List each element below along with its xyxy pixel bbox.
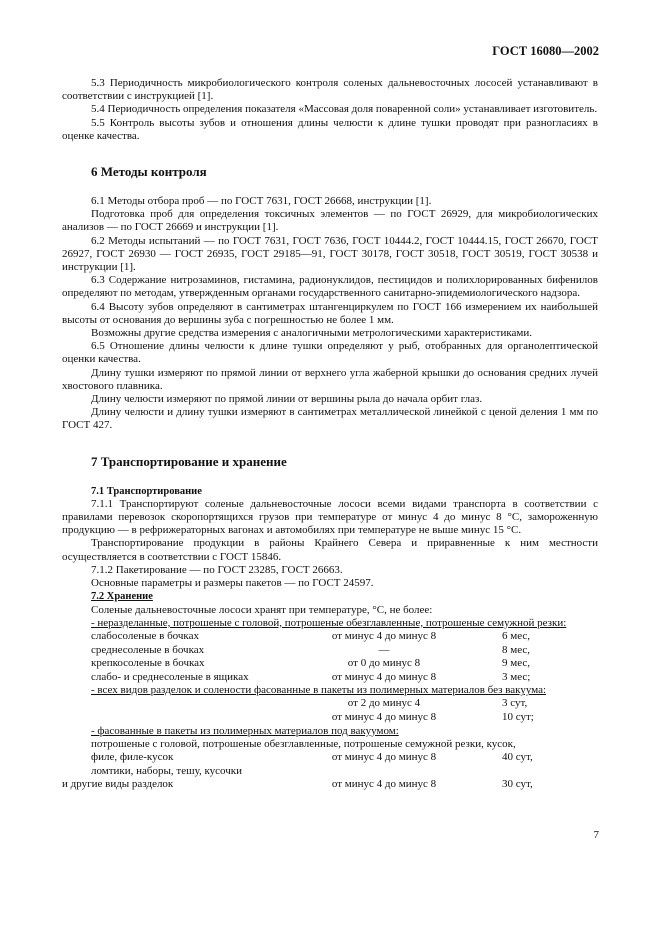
paragraph-7-1-1-b: Транспортирование продукции в районы Крайнего Севера и приравненные к ним местности осуществляется в соответствии с ГОСТ 15846. xyxy=(62,537,598,563)
paragraph-5-4: 5.4 Периодичность определения показателя «Массовая доля поваренной соли» устанавливает изготовитель. xyxy=(91,103,598,116)
paragraph-5-3: 5.3 Периодичность микробиологического контроля соленых дальневосточных лососей устанавливают в соответствии с инструкцией [1]. xyxy=(62,77,598,103)
storage-row-temp: от минус 4 до минус 8 xyxy=(331,751,437,764)
paragraph-6-1-b: Подготовка проб для определения токсичных элементов — по ГОСТ 26929, для микробиологических анализов — по ГОСТ 26669 и инструкции [1]. xyxy=(62,208,598,234)
paragraph-6-1: 6.1 Методы отбора проб — по ГОСТ 7631, ГОСТ 26668, инструкции [1]. xyxy=(91,195,432,208)
paragraph-6-5: 6.5 Отношение длины челюсти к длине тушки определяют у рыб, отобранных для органолептической оценки качества. xyxy=(62,340,598,366)
storage-group-3-table xyxy=(62,751,598,792)
storage-row-term: 8 мес, xyxy=(502,643,530,656)
storage-row xyxy=(62,778,598,792)
storage-row-term: 10 сут; xyxy=(502,711,534,724)
storage-row-temp: от минус 4 до минус 8 xyxy=(331,711,437,724)
storage-group-3-heading: - фасованные в пакеты из полимерных материалов под вакуумом: xyxy=(91,724,399,737)
storage-row-temp: от 2 до минус 4 xyxy=(347,697,421,710)
storage-intro: Соленые дальневосточные лососи хранят при температуре, °С, не более: xyxy=(91,603,433,616)
storage-group-2-table xyxy=(62,697,598,724)
paragraph-6-5-c: Длину челюсти измеряют по прямой линии от вершины рыла до начала орбит глаз. xyxy=(91,393,483,406)
paragraph-6-5-d: Длину челюсти и длину тушки измеряют в сантиметрах металлической линейкой с ценой деления 1 мм по ГОСТ 427. xyxy=(62,406,598,432)
storage-row-temp: — xyxy=(378,643,390,656)
paragraph-7-1-2-b: Основные параметры и размеры пакетов — по ГОСТ 24597. xyxy=(91,577,374,590)
paragraph-6-3: 6.3 Содержание нитрозаминов, гистамина, радионуклидов, пестицидов и полихлорированных бифенилов определяют по методам, утвержденным органами государственного санитарно-эпидемиологического надзора. xyxy=(62,274,598,300)
storage-row xyxy=(62,644,598,658)
storage-row xyxy=(62,671,598,685)
storage-row-term: 3 мес; xyxy=(502,670,531,683)
storage-row xyxy=(62,765,598,779)
subsection-7-2-title: 7.2 Хранение xyxy=(91,591,153,603)
storage-row-temp: от минус 4 до минус 8 xyxy=(331,778,437,791)
storage-row-temp: от минус 4 до минус 8 xyxy=(331,670,437,683)
section-7-title: 7 Транспортирование и хранение xyxy=(91,453,287,469)
storage-row-name: филе, филе-кусок xyxy=(91,751,174,764)
storage-row-term: 30 сут, xyxy=(502,778,533,791)
storage-row xyxy=(62,751,598,765)
storage-group-3-line: потрошеные с головой, потрошеные обезглавленные, потрошеные семужной резки, кусок, xyxy=(91,737,516,750)
storage-group-1-heading: - неразделанные, потрошеные с головой, потрошеные обезглавленные, потрошеные семужной резки: xyxy=(91,616,567,629)
storage-row-temp: от минус 4 до минус 8 xyxy=(331,629,437,642)
paragraph-7-1-1: 7.1.1 Транспортируют соленые дальневосточные лососи всеми видами транспорта в соответствии с правилами перевозок скоропортящихся грузов при температуре от минус 4 до минус 8 °С, замороженную продукцию — в рефрижераторных вагонах и автомобилях при температуре не выше минус 15 °С. xyxy=(62,497,598,537)
storage-row-name: и другие виды разделок xyxy=(62,778,174,791)
storage-row xyxy=(62,697,598,711)
storage-row-name: ломтики, наборы, тешу, кусочки xyxy=(91,764,243,777)
storage-row xyxy=(62,630,598,644)
storage-row-term: 6 мес, xyxy=(502,629,530,642)
storage-row-name: слабо- и среднесоленые в ящиках xyxy=(91,670,249,683)
paragraph-5-5: 5.5 Контроль высоты зубов и отношения длины челюсти к длине тушки проводят при разногласиях в оценке качества. xyxy=(62,116,598,142)
paragraph-7-1-2: 7.1.2 Пакетирование — по ГОСТ 23285, ГОСТ 26663. xyxy=(91,563,343,576)
paragraph-6-4-b: Возможны другие средства измерения с аналогичными метрологическими характеристиками. xyxy=(91,327,533,340)
paragraph-6-2: 6.2 Методы испытаний — по ГОСТ 7631, ГОСТ 7636, ГОСТ 10444.2, ГОСТ 10444.15, ГОСТ 26670, ГОСТ 26927, ГОСТ 26930 — ГОСТ 26935, ГОСТ 29185—91, ГОСТ 30178, ГОСТ 30518, ГОСТ 30519, ГОСТ 30538 и инструкции [1]. xyxy=(62,234,598,274)
paragraph-6-4: 6.4 Высоту зубов определяют в сантиметрах штангенциркулем по ГОСТ 166 измерением их наибольшей высоты от основания до вершины зуба с погрешностью не более 1 мм. xyxy=(62,300,598,326)
storage-row-name: крепкосоленые в бочках xyxy=(91,657,205,670)
storage-group-1-table xyxy=(62,630,598,684)
storage-row-term: 40 сут, xyxy=(502,751,533,764)
storage-row-temp: от 0 до минус 8 xyxy=(347,657,421,670)
storage-row-name: среднесоленые в бочках xyxy=(91,643,205,656)
section-6-title: 6 Методы контроля xyxy=(91,164,207,180)
document-body xyxy=(62,77,598,792)
storage-row-name: слабосоленые в бочках xyxy=(91,629,199,642)
subsection-7-1-title: 7.1 Транспортирование xyxy=(91,485,202,497)
storage-row xyxy=(62,711,598,725)
storage-row xyxy=(62,657,598,671)
storage-group-2-heading: - всех видов разделок и солености фасованные в пакеты из полимерных материалов без вакуума: xyxy=(91,684,547,697)
storage-row-term: 3 сут, xyxy=(502,697,528,710)
paragraph-6-5-b: Длину тушки измеряют по прямой линии от верхнего угла жаберной крышки до основания средних лучей хвостового плавника. xyxy=(62,366,598,392)
page-number: 7 xyxy=(593,829,599,841)
document-header: ГОСТ 16080—2002 xyxy=(492,44,599,58)
storage-row-term: 9 мес, xyxy=(502,657,530,670)
